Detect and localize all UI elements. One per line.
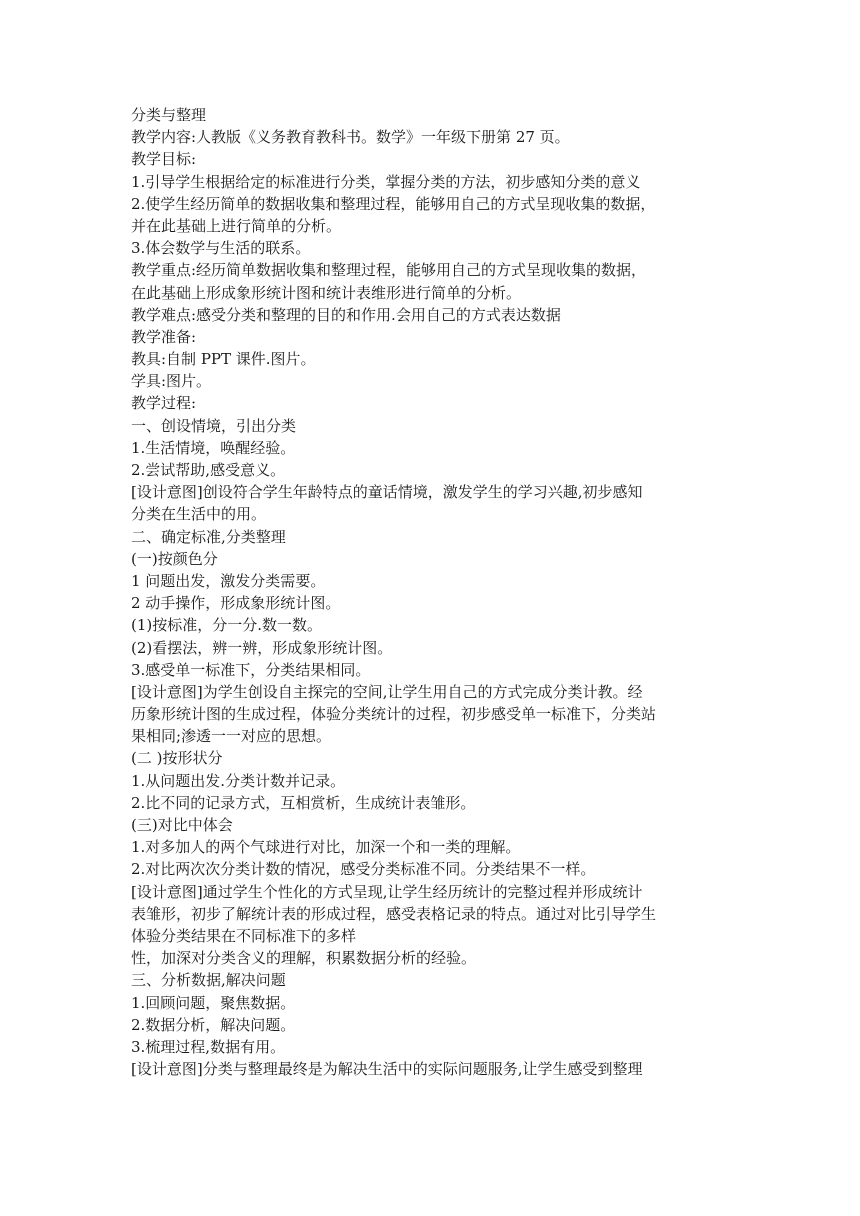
- text-line: 3.感受单一标准下，分类结果相同。: [131, 660, 371, 679]
- text-line: 性，加深对分类含义的理解，积累数据分析的经验。: [131, 949, 477, 968]
- section-heading: 一、创设情境，引出分类: [131, 416, 297, 435]
- text-line: 1.回顾问题，聚焦数据。: [131, 993, 296, 1012]
- text-line: 在此基础上形成象形统计图和统计表维形进行简单的分析。: [131, 283, 522, 302]
- text-line: (1)按标准，分一分.数一数。: [131, 616, 323, 635]
- document-page: [131, 104, 741, 1080]
- text-line: 表雏形，初步了解统计表的形成过程，感受表格记录的特点。通过对比引导学生: [131, 904, 657, 923]
- text-line: 历象形统计图的生成过程，体验分类统计的过程，初步感受单一标准下，分类站: [131, 705, 657, 724]
- text-line: 体验分类结果在不同标准下的多样: [131, 926, 357, 945]
- text-line: 1.从问题出发.分类计数并记录。: [131, 771, 346, 790]
- text-line: 教学难点:感受分类和整理的目的和作用.会用自己的方式表达数据: [131, 305, 561, 324]
- text-line: 1.引导学生根据给定的标准进行分类，掌握分类的方法，初步感知分类的意义: [131, 172, 641, 191]
- subsection-heading: (一)按颜色分: [131, 549, 218, 568]
- text-line: 教学重点:经历简单数据收集和整理过程，能够用自己的方式呈现收集的数据，: [131, 261, 647, 280]
- text-line: 2.使学生经历简单的数据收集和整理过程，能够用自己的方式呈现收集的数据，: [131, 194, 656, 213]
- text-line: 教具:自制 PPT 课件.图片。: [131, 350, 316, 369]
- text-line: 1.生活情境，唤醒经验。: [131, 438, 296, 457]
- section-heading: 二、确定标准,分类整理: [131, 527, 286, 546]
- text-line: 教学过程:: [131, 394, 197, 413]
- text-line: [设计意图]创设符合学生年龄特点的童话情境，激发学生的学习兴趣,初步感知: [131, 483, 643, 502]
- subsection-heading: (二 )按形状分: [131, 749, 223, 768]
- text-line: 2.比不同的记录方式，互相赏析，生成统计表雏形。: [131, 793, 476, 812]
- text-line: 分类在生活中的用。: [131, 505, 267, 524]
- text-line: 2.尝试帮助,感受意义。: [131, 461, 286, 479]
- text-line: 3.体会数学与生活的联系。: [131, 239, 311, 258]
- text-line: 教学目标:: [131, 150, 197, 169]
- text-line: 果相同;渗透一一对应的思想。: [131, 727, 332, 746]
- text-line: 3.梳理过程,数据有用。: [131, 1037, 286, 1056]
- text-line: 教学内容:人教版《义务教育教科书。数学》一年级下册第 27 页。: [131, 128, 570, 147]
- document-title: 分类与整理: [131, 106, 207, 124]
- section-heading: 三、分析数据,解决问题: [131, 971, 286, 990]
- text-line: 2.数据分析，解决问题。: [131, 1015, 296, 1034]
- text-line: 学具:图片。: [131, 372, 212, 391]
- text-line: 2.对比两次次分类计数的情况，感受分类标准不同。分类结果不一样。: [131, 860, 596, 879]
- text-line: (2)看摆法，辨一辨，形成象形统计图。: [131, 638, 393, 657]
- text-line: [设计意图]为学生创设自主探完的空间,让学生用自己的方式完成分类计教。经: [131, 682, 643, 701]
- text-line: 教学准备:: [131, 327, 197, 346]
- subsection-heading: (三)对比中体会: [131, 816, 233, 834]
- text-line: 1 问题出发，激发分类需要。: [131, 571, 326, 590]
- text-line: 1.对多加人的两个气球进行对比，加深一个和一类的理解。: [131, 838, 521, 857]
- text-line: 并在此基础上进行简单的分析。: [131, 216, 342, 235]
- text-line: [设计意图]分类与整理最终是为解决生活中的实际问题服务,让学生感受到整理: [131, 1060, 643, 1079]
- text-line: [设计意图]通过学生个性化的方式呈现,让学生经历统计的完整过程并形成统计: [131, 882, 643, 901]
- text-line: 2 动手操作，形成象形统计图。: [131, 594, 341, 613]
